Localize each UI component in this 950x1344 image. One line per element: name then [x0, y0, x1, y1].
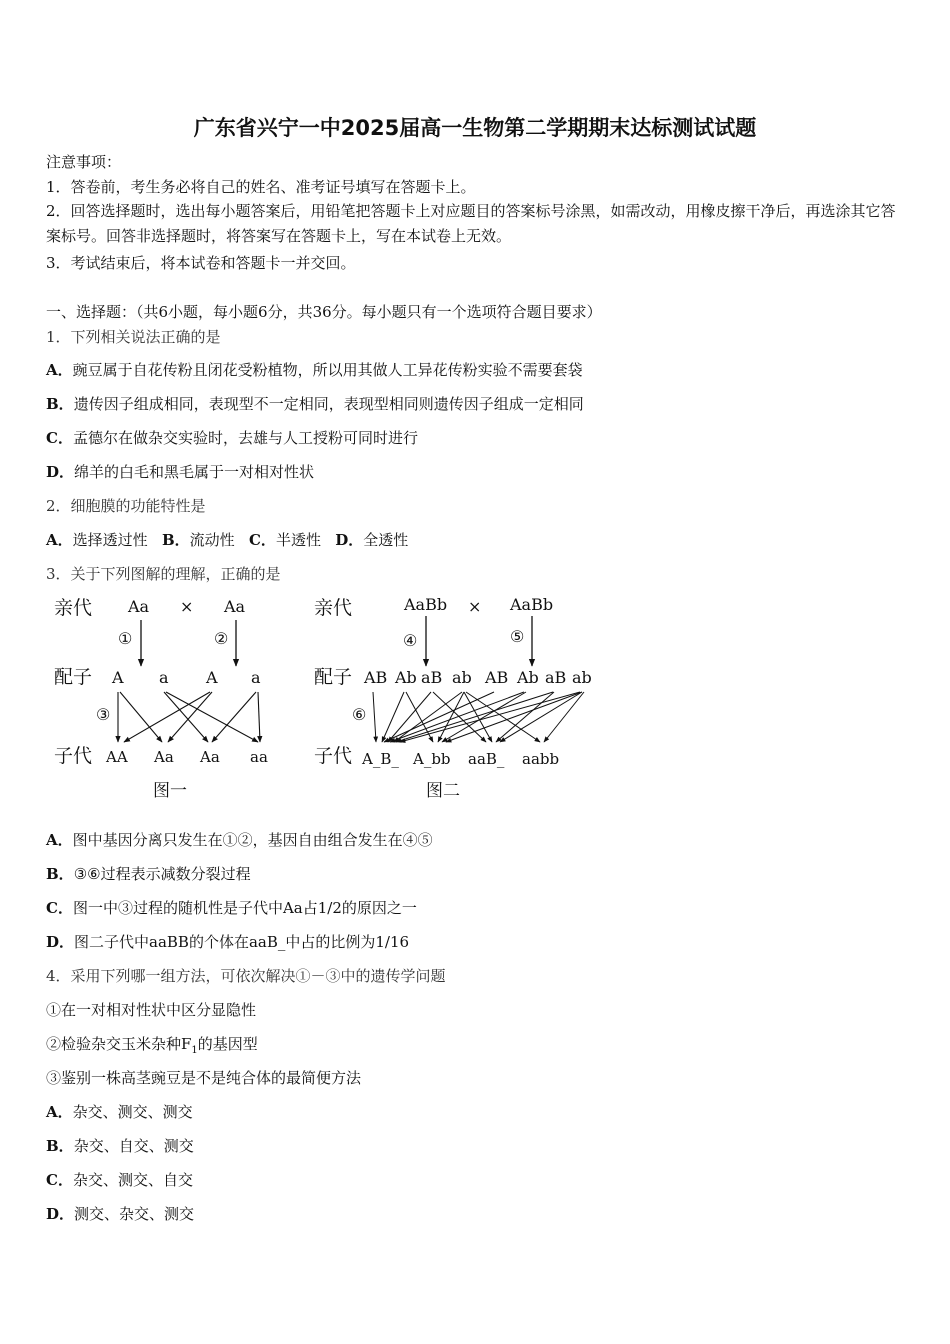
option-letter: A． [46, 531, 73, 549]
fig1-offspring-0: AA [106, 748, 128, 766]
option-letter: C． [248, 531, 276, 549]
option-letter: C． [46, 899, 73, 917]
fig1-arrows-random [118, 692, 260, 742]
fig1-caption: 图一 [153, 781, 187, 801]
q1-option-a [46, 360, 583, 380]
fig1-cross: × [180, 597, 194, 616]
fig2-offspring-label: 子代 [314, 745, 353, 767]
fig1-gamete-1: a [159, 668, 169, 687]
option-text: 豌豆属于自花传粉且闭花受粉植物，所以用其做人工异花传粉实验不需要套袋 [72, 361, 583, 379]
q4-option-a [46, 1102, 193, 1122]
fig2-offspring-2: aaB_ [468, 750, 505, 768]
option-letter: A． [46, 831, 73, 849]
fig2-cross: × [468, 597, 482, 616]
option-letter: B． [46, 865, 74, 883]
option-letter: D． [46, 463, 75, 481]
option-text: ③⑥过程表示减数分裂过程 [73, 865, 251, 883]
fig2-gamete-0: AB [364, 668, 388, 687]
page-title: 广东省兴宁一中2025届高一生物第二学期期末达标测试试题 [193, 116, 757, 140]
q3-option-a [46, 830, 433, 850]
q4-option-b [46, 1136, 194, 1156]
q1-option-c [46, 428, 418, 448]
option-text: 图一中③过程的随机性是子代中Aa占1/2的原因之一 [72, 899, 417, 917]
q2-options [46, 530, 408, 550]
q4-item-2 [46, 1034, 258, 1061]
fig2-offspring-1: A_bb [413, 750, 451, 768]
q4-option-d [46, 1204, 194, 1224]
fig2-parent-left: AaBb [404, 595, 448, 614]
fig2-gamete-label: 配子 [314, 666, 353, 688]
fig2-offspring-0: A_B_ [362, 750, 399, 768]
option-letter: B． [161, 531, 190, 549]
figure-one [54, 597, 268, 801]
section-heading: 一、选择题：（共6小题，每小题6分，共36分。每小题只有一个选项符合题目要求） [46, 303, 602, 321]
q4-item-2-text: ②检验杂交玉米杂种F [46, 1035, 192, 1053]
fig2-step-4: ④ [403, 631, 418, 650]
fig1-parent-label: 亲代 [54, 597, 93, 619]
q3-option-b [46, 864, 251, 884]
q4-item-1: ①在一对相对性状中区分显隐性 [46, 1001, 257, 1019]
option-letter: C． [46, 429, 73, 447]
option-text: 杂交、自交、测交 [73, 1137, 194, 1155]
fig1-step-3: ③ [96, 705, 111, 724]
option-letter: D． [46, 933, 75, 951]
option-text: 孟德尔在做杂交实验时，去雄与人工授粉可同时进行 [72, 429, 418, 447]
option-text: 遗传因子组成相同，表现型不一定相同，表现型相同则遗传因子组成一定相同 [73, 395, 584, 413]
fig2-step-6: ⑥ [352, 705, 367, 724]
option-letter: B． [46, 1137, 74, 1155]
option-text: 杂交、测交、测交 [72, 1103, 193, 1121]
fig2-gamete-5: Ab [517, 668, 539, 687]
q3-stem: 3．关于下列图解的理解，正确的是 [46, 565, 281, 583]
fig1-gamete-0: A [112, 668, 124, 687]
option-text: 半透性 [275, 531, 321, 549]
fig1-offspring-3: aa [250, 748, 268, 766]
fig2-gamete-2: aB [421, 668, 443, 687]
option-text: 图二子代中aaBB的个体在aaB_中占的比例为1/16 [74, 933, 410, 951]
fig2-gamete-1: Ab [395, 668, 417, 687]
option-letter: A． [46, 1103, 73, 1121]
fig2-gamete-4: AB [485, 668, 509, 687]
fig2-step-5: ⑤ [510, 627, 525, 646]
fig2-caption: 图二 [426, 781, 460, 801]
fig1-step-2: ② [214, 629, 229, 648]
genetics-figure [48, 592, 608, 807]
fig1-parent-left: Aa [128, 597, 150, 616]
notice-heading: 注意事项： [46, 153, 122, 171]
option-text: 全透性 [363, 531, 409, 549]
option-text: 杂交、测交、自交 [72, 1171, 193, 1189]
fig1-gamete-2: A [206, 668, 218, 687]
notice-item-3: 3．考试结束后，将本试卷和答题卡一并交回。 [46, 254, 356, 272]
q1-option-b [46, 394, 584, 414]
fig2-arrows-random [373, 692, 584, 742]
fig1-gamete-3: a [251, 668, 261, 687]
option-text: 绵羊的白毛和黑毛属于一对相对性状 [74, 463, 315, 481]
fig2-gamete-7: ab [572, 668, 592, 687]
notice-item-2: 2．回答选择题时，选出每小题答案后，用铅笔把答题卡上对应题目的答案标号涂黑，如需改动，用橡皮擦干净后，再选涂其它答案标号。回答非选择题时，将答案写在答题卡上，写在本试卷上无效。 [46, 202, 896, 245]
notice-item-1: 1．答卷前，考生务必将自己的姓名、准考证号填写在答题卡上。 [46, 178, 476, 196]
q4-item-3: ③鉴别一株高茎豌豆是不是纯合体的最简便方法 [46, 1069, 362, 1087]
q4-stem: 4．采用下列哪一组方法，可依次解决①－③中的遗传学问题 [46, 967, 446, 985]
option-letter: C． [46, 1171, 73, 1189]
fig1-offspring-label: 子代 [54, 745, 93, 767]
fig2-parent-label: 亲代 [314, 597, 353, 619]
fig2-parent-right: AaBb [510, 595, 554, 614]
option-letter: A． [46, 361, 73, 379]
q1-option-d [46, 462, 314, 482]
fig2-gamete-3: ab [452, 668, 472, 687]
fig1-step-1: ① [118, 629, 133, 648]
option-text: 图中基因分离只发生在①②，基因自由组合发生在④⑤ [72, 831, 433, 849]
fig1-offspring-1: Aa [154, 748, 174, 766]
option-letter: B． [46, 395, 74, 413]
fig1-offspring-2: Aa [200, 748, 220, 766]
fig2-gamete-6: aB [545, 668, 567, 687]
q1-stem: 1．下列相关说法正确的是 [46, 328, 221, 346]
q3-option-d [46, 932, 409, 952]
fig1-gamete-label: 配子 [54, 666, 93, 688]
figure-two [314, 595, 592, 801]
option-letter: D． [46, 1205, 75, 1223]
q2-stem: 2．细胞膜的功能特性是 [46, 497, 206, 515]
q4-option-c [46, 1170, 193, 1190]
fig2-offspring-3: aabb [522, 750, 560, 768]
fig1-parent-right: Aa [224, 597, 246, 616]
q4-item-2-subscript: 1 [191, 1045, 198, 1056]
q4-item-2-tail: 的基因型 [197, 1035, 258, 1053]
option-letter: D． [335, 531, 364, 549]
option-text: 测交、杂交、测交 [74, 1205, 195, 1223]
option-text: 流动性 [189, 531, 235, 549]
option-text: 选择透过性 [72, 531, 148, 549]
q3-option-c [46, 898, 417, 918]
